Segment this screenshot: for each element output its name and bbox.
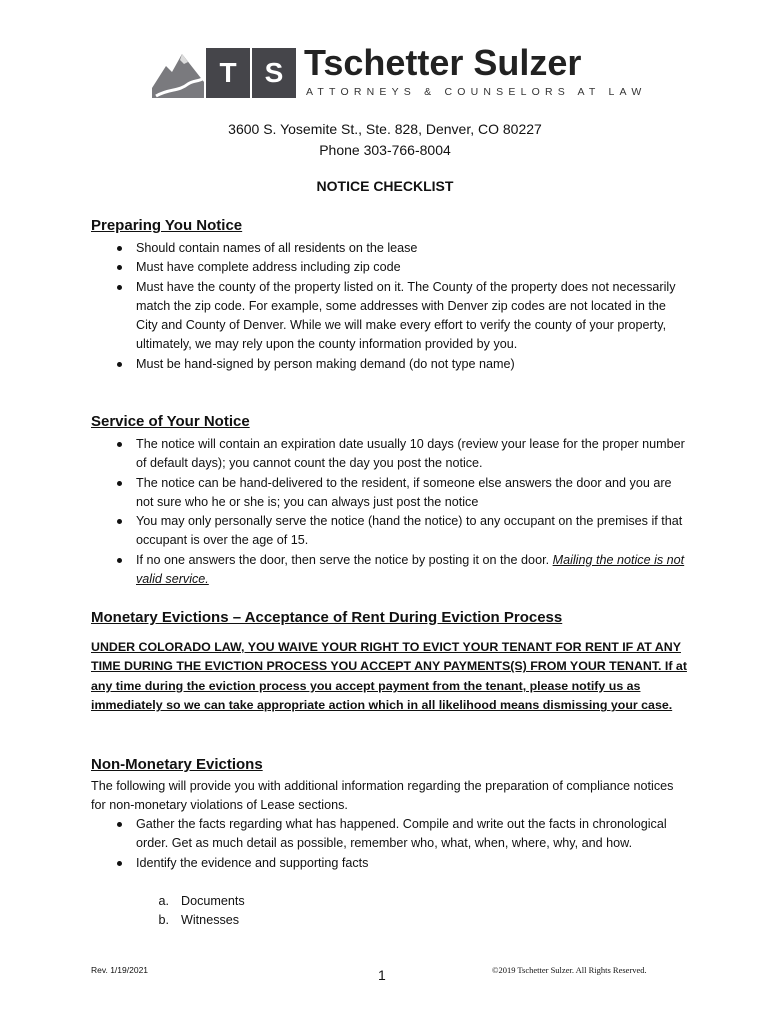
list-item: The notice can be hand-delivered to the resident, if someone else answers the door and you are not sure who he or she is; you can always just post the notice: [91, 474, 691, 513]
list-item: Should contain names of all residents on the lease: [91, 239, 691, 258]
heading-preparing-notice: Preparing You Notice: [91, 217, 243, 234]
monetary-warning: UNDER COLORADO LAW, YOU WAIVE YOUR RIGHT TO EVICT YOUR TENANT FOR RENT IF AT ANY TIME DURING THE EVICTION PROCESS YOU ACCEPT ANY PAYMENTS(S) FROM YOUR TENANT. If at any time during the eviction process you accept payment from the tenant, please notify us as immediately so we can take appropriate action which in all likelihood means dismissing your case.: [91, 640, 687, 713]
sub-list-marker: a.: [158, 894, 169, 908]
page-number: 1: [378, 967, 386, 983]
firm-logo: [152, 42, 647, 102]
heading-non-monetary-evictions: Non-Monetary Evictions: [91, 756, 263, 773]
list-item: Must have the county of the property listed on it. The County of the property does not necessarily match the zip code. For example, some addresses with Denver zip codes are not located in the City and County of Denver. While we will make every effort to verify the county of your property, ultimately, we may rely upon the county information provided by you.: [91, 278, 691, 355]
list-item: Identify the evidence and supporting facts: [91, 854, 691, 873]
list-item: You may only personally serve the notice (hand the notice) to any occupant on the premises if that occupant is over the age of 15.: [91, 512, 691, 551]
firm-address: 3600 S. Yosemite St., Ste. 828, Denver, CO 80227: [228, 121, 542, 137]
logo-letter-s: S: [252, 48, 296, 98]
revision-date: Rev. 1/19/2021: [91, 965, 149, 975]
logo-letter-t: T: [206, 48, 250, 98]
list-item: Gather the facts regarding what has happened. Compile and write out the facts in chronological order. Get as much detail as possible, remember who, what, when, where, why, and how.: [91, 815, 691, 854]
document-title: NOTICE CHECKLIST: [316, 178, 454, 194]
firm-phone: Phone 303-766-8004: [319, 142, 451, 158]
non-monetary-intro: The following will provide you with additional information regarding the preparation of compliance notices for non-monetary violations of Lease sections.: [91, 779, 674, 813]
mailing-not-valid-note: Mailing the notice is not valid service.: [136, 552, 685, 587]
firm-name: Tschetter Sulzer: [304, 42, 582, 83]
sub-list-text: Documents: [181, 894, 245, 908]
list-item: The notice will contain an expiration date usually 10 days (review your lease for the proper number of default days); you cannot count the day you post the notice.: [91, 435, 691, 474]
non-monetary-list: [91, 815, 691, 873]
list-item: Must be hand-signed by person making demand (do not type name): [91, 355, 691, 374]
sub-list-marker: b.: [158, 913, 169, 928]
sub-list-text: Witnesses: [181, 913, 240, 928]
list-item: Must have complete address including zip code: [91, 258, 691, 277]
evidence-sub-list: [145, 892, 245, 931]
service-list: [91, 435, 691, 589]
heading-monetary-evictions: Monetary Evictions – Acceptance of Rent During Eviction Process: [91, 609, 563, 626]
copyright-notice: ©2019 Tschetter Sulzer. All Rights Reserved.: [492, 965, 647, 975]
heading-service-notice: Service of Your Notice: [91, 413, 250, 430]
firm-tagline: ATTORNEYS & COUNSELORS AT LAW: [306, 86, 647, 98]
list-item: [91, 551, 691, 590]
sub-list-item: [145, 892, 245, 911]
preparing-list: [91, 239, 691, 374]
mountain-logo-icon: [152, 48, 204, 98]
sub-list-item: [145, 911, 245, 930]
list-item-text: If no one answers the door, then serve the notice by posting it on the door.: [136, 552, 553, 567]
